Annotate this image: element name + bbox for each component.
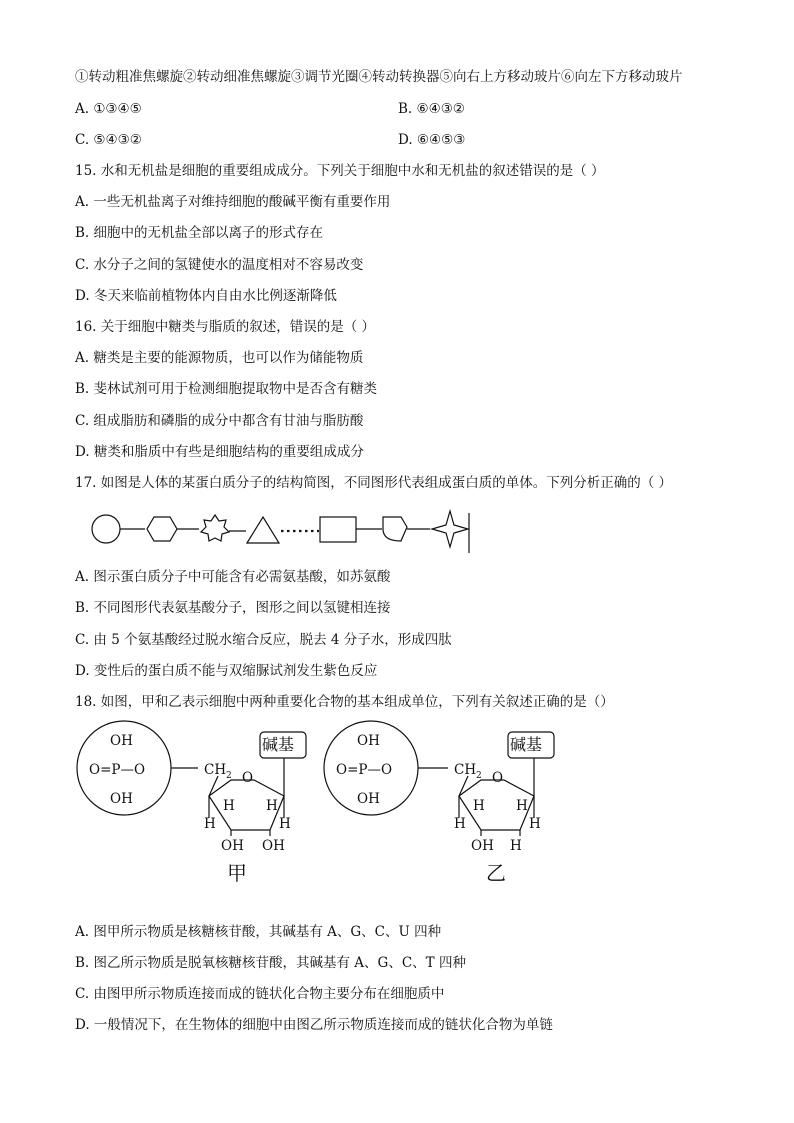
phosphate-mid: O=P—O bbox=[89, 762, 146, 778]
oh-3prime: OH bbox=[471, 838, 494, 854]
label-yi: 乙 bbox=[486, 861, 506, 885]
four-point-star-monomer bbox=[432, 511, 468, 547]
h-upper-right: H bbox=[266, 798, 278, 814]
label-jia: 甲 bbox=[227, 861, 247, 885]
svg-text:CH: CH bbox=[454, 762, 477, 778]
q16-choice-b: B. 斐林试剂可用于检测细胞提取物中是否含有糖类 bbox=[75, 381, 378, 397]
h-lower-right: H bbox=[279, 816, 291, 832]
q17-choice-c: C. 由 5 个氨基酸经过脱水缩合反应，脱去 4 分子水，形成四肽 bbox=[75, 632, 452, 648]
svg-text:CH: CH bbox=[204, 762, 227, 778]
ch2-label bbox=[204, 762, 232, 781]
ring-oxygen: O bbox=[242, 770, 254, 786]
jia-labels bbox=[89, 733, 294, 885]
base-label: 碱基 bbox=[510, 735, 543, 754]
oh-2prime: OH bbox=[262, 838, 285, 854]
h-upper-left: H bbox=[473, 798, 485, 814]
q18-stem: 18. 如图，甲和乙表示细胞中两种重要化合物的基本组成单位，下列有关叙述正确的是（） bbox=[75, 694, 614, 710]
oh-3prime: OH bbox=[221, 838, 244, 854]
q17-choice-d: D. 变性后的蛋白质不能与双缩脲试剂发生紫色反应 bbox=[75, 663, 378, 679]
protein-structure-figure bbox=[85, 505, 485, 553]
svg-text:2: 2 bbox=[226, 771, 232, 781]
q14-choice-c: C. ⑤④③② bbox=[75, 132, 142, 148]
q16-choice-a: A. 糖类是主要的能源物质，也可以作为储能物质 bbox=[75, 350, 364, 366]
oh-bottom: OH bbox=[357, 791, 380, 807]
oh-top: OH bbox=[110, 733, 133, 749]
q18-choice-c: C. 由图甲所示物质连接而成的链状化合物主要分布在细胞质中 bbox=[75, 986, 445, 1002]
q15-stem: 15. 水和无机盐是细胞的重要组成成分。下列关于细胞中水和无机盐的叙述错误的是（ ） bbox=[75, 163, 605, 179]
oh-bottom: OH bbox=[110, 791, 133, 807]
rectangle-monomer bbox=[320, 517, 356, 542]
h-upper-left: H bbox=[223, 798, 235, 814]
q14-choice-d: D. ⑥④⑤③ bbox=[398, 132, 466, 148]
svg-text:2: 2 bbox=[476, 771, 482, 781]
circle-monomer bbox=[92, 515, 120, 543]
q14-options-line: ①转动粗准焦螺旋②转动细准焦螺旋③调节光圈④转动转换器⑤向右上方移动玻片⑥向左下方移动玻片 bbox=[75, 69, 683, 85]
oh-top: OH bbox=[357, 733, 380, 749]
shield-monomer bbox=[383, 517, 407, 541]
q17-choice-a: A. 图示蛋白质分子中可能含有必需氨基酸，如苏氨酸 bbox=[75, 569, 391, 585]
triangle-monomer bbox=[247, 517, 279, 543]
q16-choice-d: D. 糖类和脂质中有些是细胞结构的重要组成成分 bbox=[75, 444, 364, 460]
nucleotide-figure bbox=[70, 718, 570, 888]
q18-choice-d: D. 一般情况下，在生物体的细胞中由图乙所示物质连接而成的链状化合物为单链 bbox=[75, 1017, 553, 1033]
q18-choice-a: A. 图甲所示物质是核糖核苷酸，其碱基有 A、G、C、U 四种 bbox=[75, 924, 442, 940]
ring-oxygen: O bbox=[492, 770, 504, 786]
h-lower-left: H bbox=[204, 816, 216, 832]
h-upper-right: H bbox=[516, 798, 528, 814]
base-label: 碱基 bbox=[262, 735, 295, 754]
phosphate-mid: O=P—O bbox=[336, 762, 393, 778]
q14-choice-a: A. ①③④⑤ bbox=[75, 101, 142, 117]
q16-choice-c: C. 组成脂肪和磷脂的成分中都含有甘油与脂肪酸 bbox=[75, 413, 364, 429]
yi-labels bbox=[336, 733, 542, 885]
h-2prime-bottom: H bbox=[510, 838, 522, 854]
q18-choice-b: B. 图乙所示物质是脱氧核糖核苷酸，其碱基有 A、G、C、T 四种 bbox=[75, 955, 466, 971]
q17-choice-b: B. 不同图形代表氨基酸分子，图形之间以氢键相连接 bbox=[75, 600, 391, 616]
hexagon-monomer bbox=[147, 517, 177, 541]
q15-choice-c: C. 水分子之间的氢键使水的温度相对不容易改变 bbox=[75, 257, 364, 273]
q16-stem: 16. 关于细胞中糖类与脂质的叙述，错误的是（ ） bbox=[75, 319, 376, 335]
q17-stem: 17. 如图是人体的某蛋白质分子的结构简图，不同图形代表组成蛋白质的单体。下列分析正确的（ ） bbox=[75, 475, 673, 491]
q14-choice-b: B. ⑥④③② bbox=[398, 101, 465, 117]
q15-choice-a: A. 一些无机盐离子对维持细胞的酸碱平衡有重要作用 bbox=[75, 194, 391, 210]
h-lower-left: H bbox=[454, 816, 466, 832]
q15-choice-b: B. 细胞中的无机盐全部以离子的形式存在 bbox=[75, 225, 324, 241]
q15-choice-d: D. 冬天来临前植物体内自由水比例逐渐降低 bbox=[75, 288, 337, 304]
ch2-label bbox=[454, 762, 482, 781]
star-monomer bbox=[201, 515, 229, 541]
h-lower-right: H bbox=[529, 816, 541, 832]
